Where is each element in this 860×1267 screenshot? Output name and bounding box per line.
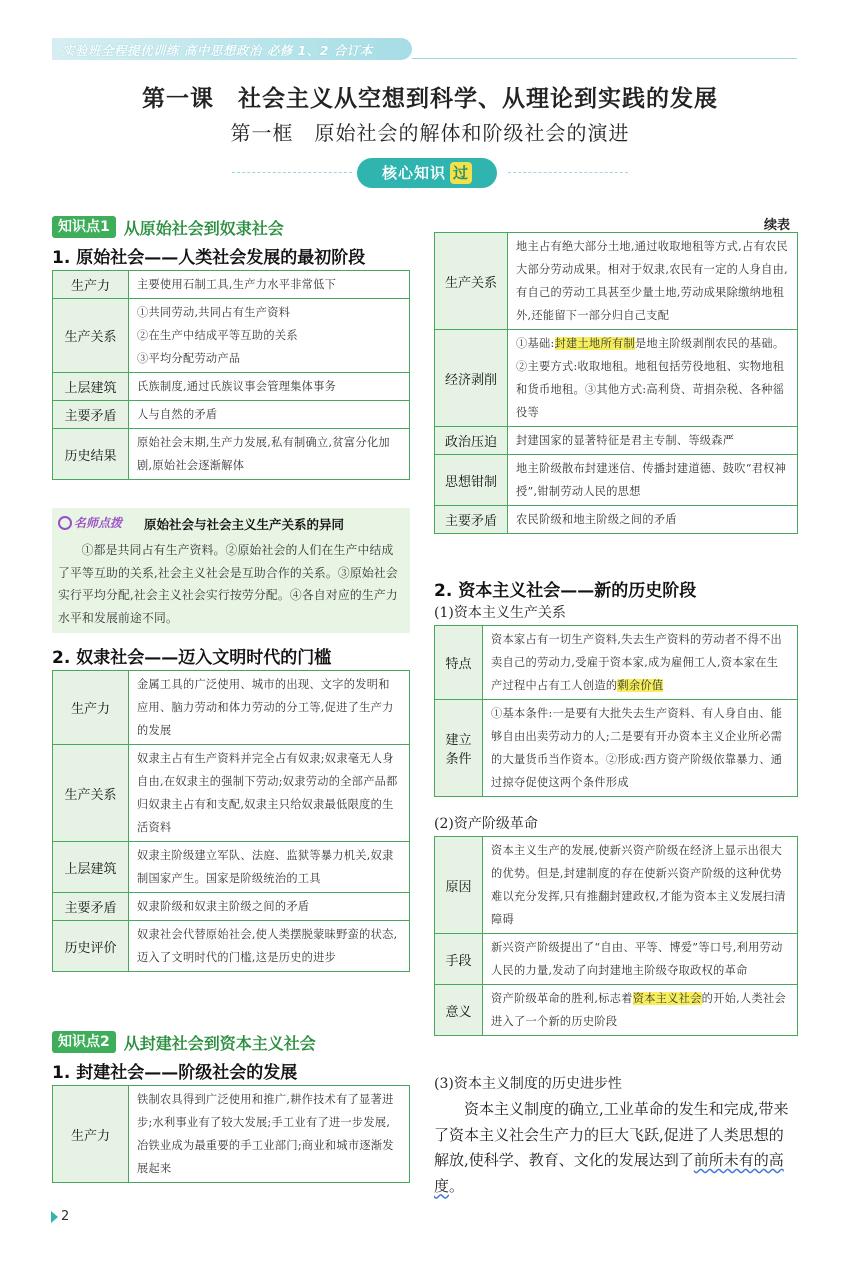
row-header: 生产力	[53, 271, 129, 299]
t1-body	[53, 271, 410, 480]
progressiveness-paragraph	[434, 1097, 798, 1199]
row-content: 主要使用石制工具,生产力水平非常低下	[129, 271, 410, 299]
header-rule	[412, 58, 797, 59]
row-content: 资本家占有一切生产资料,失去生产资料的劳动者不得不出卖自己的劳动力,受雇于资本家,成为雇佣工人,资本家在生产过程中占有工人创造的剩余价值	[483, 626, 798, 700]
table-row	[435, 700, 798, 797]
table-row	[53, 921, 410, 972]
table-row	[53, 401, 410, 429]
row-header: 经济剥削	[435, 330, 508, 427]
table-row	[53, 429, 410, 480]
feudal-society-table-continued	[434, 232, 798, 534]
table-row	[435, 985, 798, 1036]
row-header: 生产关系	[435, 233, 508, 330]
row-header: 生产力	[53, 1086, 129, 1183]
t4-body	[435, 233, 798, 534]
row-content: 奴隶社会代替原始社会,使人类摆脱蒙昧野蛮的状态,迈入了文明时代的门槛,这是历史的进步	[129, 921, 410, 972]
page-number: 2	[61, 1209, 70, 1224]
core-knowledge-badge	[357, 158, 497, 188]
slave-society-table	[52, 670, 410, 972]
table-row	[53, 893, 410, 921]
row-header: 生产关系	[53, 745, 129, 842]
bourgeois-revolution-table	[434, 836, 798, 1036]
tip-body: ①都是共同占有生产资料。②原始社会的人们在生产中结成了平等互助的关系,社会主义社会是互助合作的关系。③原始社会实行平均分配,社会主义社会实行按劳分配。④各自对应的生产力水平和发展前途不同。	[58, 543, 398, 625]
table-row	[435, 330, 798, 427]
lesson-title: 第一课 社会主义从空想到科学、从理论到实践的发展	[142, 86, 718, 112]
para-end: 。	[449, 1176, 465, 1195]
row-content: ①共同劳动,共同占有生产资料 ②在生产中结成平等互助的关系 ③平均分配劳动产品	[129, 299, 410, 373]
continued-table-label: 续表	[764, 218, 791, 233]
tip-heading: 原始社会与社会主义生产关系的异同	[144, 517, 345, 532]
row-content: 地主占有绝大部分土地,通过收取地租等方式,占有农民大部分劳动成果。相对于奴隶,农民有一定的人身自由,有自己的劳动工具甚至少量土地,劳动成果除缴纳地租外,还能留下一部分归自己支配	[508, 233, 798, 330]
t2-body	[53, 671, 410, 972]
page-arrow-icon	[51, 1211, 58, 1223]
knowledge-point-1	[52, 216, 284, 238]
table-row	[435, 934, 798, 985]
row-content: 地主阶级散布封建迷信、传播封建道德、鼓吹“君权神授”,钳制劳动人民的思想	[508, 455, 798, 506]
table-row	[435, 837, 798, 934]
tip-label-text: 名师点拨	[74, 516, 123, 530]
row-header: 特点	[435, 626, 483, 700]
kp1-tag: 知识点1	[52, 216, 116, 238]
section-slave-society-heading: 2. 奴隶社会——迈入文明时代的门槛	[52, 648, 332, 668]
table-row	[53, 671, 410, 745]
section-feudal-society-heading: 1. 封建社会——阶级社会的发展	[52, 1063, 298, 1083]
row-content: 资产阶级革命的胜利,标志着资本主义社会的开始,人类社会进入了一个新的历史阶段	[483, 985, 798, 1036]
row-header: 主要矛盾	[53, 401, 129, 429]
t6-body	[435, 837, 798, 1036]
section-capitalist-society-heading: 2. 资本主义社会——新的历史阶段	[434, 581, 697, 601]
row-content: 封建国家的显著特征是君主专制、等级森严	[508, 427, 798, 455]
subsection-revolution-heading: (2)资产阶级革命	[434, 816, 538, 832]
para-text: 资本主义制度的确立,工业革命的发生和完成,带来了资本主义社会生产力的巨大飞跃,促进了人类思想的解放,使科学、教育、文化的发展达到了	[434, 1100, 789, 1169]
row-content: 农民阶级和地主阶级之间的矛盾	[508, 506, 798, 534]
table-row	[53, 373, 410, 401]
kp2-title: 从封建社会到资本主义社会	[123, 1033, 316, 1053]
table-row	[435, 455, 798, 506]
feudal-productivity-table	[52, 1085, 410, 1183]
row-content: 奴隶阶级和奴隶主阶级之间的矛盾	[129, 893, 410, 921]
row-header: 主要矛盾	[53, 893, 129, 921]
frame-title: 第一框 原始社会的解体和阶级社会的演进	[230, 121, 630, 145]
row-content: 奴隶主阶级建立军队、法庭、监狱等暴力机关,奴隶制国家产生。国家是阶级统治的工具	[129, 842, 410, 893]
row-header: 上层建筑	[53, 373, 129, 401]
core-knowledge-badge-area	[232, 158, 628, 188]
row-header: 主要矛盾	[435, 506, 508, 534]
row-header: 历史结果	[53, 429, 129, 480]
badge-left-rule	[232, 172, 352, 173]
subsection-relations-heading: (1)资本主义生产关系	[434, 605, 566, 621]
t3-body	[53, 1086, 410, 1183]
badge-right-rule	[508, 172, 628, 173]
table-row	[435, 506, 798, 534]
badge-accent: 过	[450, 162, 472, 184]
section-primitive-society-heading: 1. 原始社会——人类社会发展的最初阶段	[52, 248, 366, 268]
teacher-tip-label	[58, 514, 122, 531]
badge-text: 核心知识	[381, 164, 446, 182]
knowledge-point-2	[52, 1031, 316, 1053]
row-header: 上层建筑	[53, 842, 129, 893]
row-header: 生产关系	[53, 299, 129, 373]
row-content: 奴隶主占有生产资料并完全占有奴隶;奴隶毫无人身自由,在奴隶主的强制下劳动;奴隶劳动的全部产品都归奴隶主占有和支配,奴隶主只给奴隶最低限度的生活资料	[129, 745, 410, 842]
row-header: 思想钳制	[435, 455, 508, 506]
lightbulb-icon	[58, 516, 72, 530]
row-header: 生产力	[53, 671, 129, 745]
kp1-title: 从原始社会到奴隶社会	[123, 218, 284, 238]
row-content: 新兴资产阶级提出了“自由、平等、博爱”等口号,利用劳动人民的力量,发动了向封建地主阶级夺取政权的革命	[483, 934, 798, 985]
row-content: ①基本条件:一是要有大批失去生产资料、有人身自由、能够自由出卖劳动力的人;二是要有开办资本主义企业所必需的大量货币当作资本。②形成:西方资产阶级依靠暴力、通过掠夺促使这两个条件形成	[483, 700, 798, 797]
primitive-society-table	[52, 270, 410, 480]
subsection-progressiveness-heading: (3)资本主义制度的历史进步性	[434, 1076, 622, 1092]
table-row	[435, 427, 798, 455]
row-header: 政治压迫	[435, 427, 508, 455]
row-content: 人与自然的矛盾	[129, 401, 410, 429]
row-content: 金属工具的广泛使用、城市的出现、文字的发明和应用、脑力劳动和体力劳动的分工等,促进了生产力的发展	[129, 671, 410, 745]
teacher-tip-box	[52, 508, 410, 633]
table-row	[435, 233, 798, 330]
row-content: 铁制农具得到广泛使用和推广,耕作技术有了显著进步;水利事业有了较大发展;手工业有了进一步发展,冶铁业成为最重要的手工业部门;商业和城市逐渐发展起来	[129, 1086, 410, 1183]
row-content: ①基础:封建土地所有制是地主阶级剥削农民的基础。②主要方式:收取地租。地租包括劳役地租、实物地租和货币地租。③其他方式:高利贷、苛捐杂税、各种徭役等	[508, 330, 798, 427]
table-row	[435, 626, 798, 700]
row-content: 氏族制度,通过氏族议事会管理集体事务	[129, 373, 410, 401]
row-header: 建立 条件	[435, 700, 483, 797]
table-row	[53, 299, 410, 373]
kp2-tag: 知识点2	[52, 1031, 116, 1053]
table-row	[53, 271, 410, 299]
capitalist-relations-table	[434, 625, 798, 797]
row-header: 意义	[435, 985, 483, 1036]
row-content: 资本主义生产的发展,使新兴资产阶级在经济上显示出很大的优势。但是,封建制度的存在使新兴资产阶级的这种优势难以充分发挥,只有推翻封建政权,才能为资本主义发展扫清障碍	[483, 837, 798, 934]
table-row	[53, 1086, 410, 1183]
row-header: 原因	[435, 837, 483, 934]
table-row	[53, 745, 410, 842]
para-wavy-text: 前所未有的高度	[434, 1151, 784, 1195]
row-header: 历史评价	[53, 921, 129, 972]
banner-text: 实验班全程提优训练 高中思想政治 必修 1、2 合订本	[62, 43, 373, 58]
table-row	[53, 842, 410, 893]
header-banner	[52, 38, 412, 60]
row-header: 手段	[435, 934, 483, 985]
t5-body	[435, 626, 798, 797]
row-content: 原始社会末期,生产力发展,私有制确立,贫富分化加剧,原始社会逐渐解体	[129, 429, 410, 480]
